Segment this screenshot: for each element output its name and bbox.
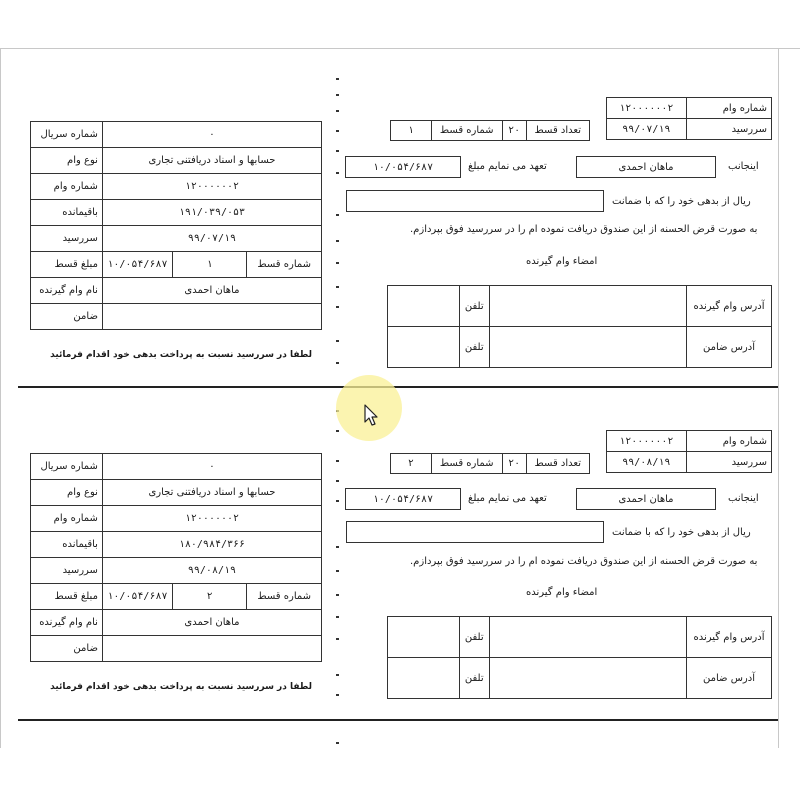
perforation-dot	[336, 616, 339, 618]
table-row	[31, 122, 322, 148]
guarantor-address-field	[388, 658, 460, 699]
installment-info-table	[390, 453, 590, 474]
perforation-dot	[336, 362, 339, 364]
loan-number-value: ۱۲۰۰۰۰۰۰۲	[102, 506, 321, 532]
borrower-address-field	[388, 286, 460, 327]
installment-number-label: شماره قسط	[246, 584, 321, 609]
table-row	[31, 454, 322, 480]
perforation-dot	[336, 742, 339, 744]
loan-type-value: حسابها و اسناد دریافتنی تجاری	[102, 148, 321, 174]
serial-label: شماره سریال	[31, 122, 103, 148]
address-table	[387, 285, 772, 368]
perforation-dot	[336, 214, 339, 216]
perforation-dot	[336, 94, 339, 96]
due-date-label: سررسید	[686, 119, 771, 140]
guarantor-phone-label: تلفن	[459, 658, 489, 699]
stub-table	[30, 121, 322, 330]
borrower-address-label: آدرس وام گیرنده	[687, 617, 772, 658]
loan-number-value: ۱۲۰۰۰۰۰۰۲	[607, 98, 687, 119]
borrower-name-label: نام وام گیرنده	[31, 610, 103, 636]
table-row	[31, 532, 322, 558]
page-bottom-margin	[0, 748, 800, 800]
commit-label: تعهد می نمایم مبلغ	[468, 161, 547, 172]
perforation-dot	[336, 240, 339, 242]
loan-number-label: شماره وام	[31, 174, 103, 200]
table-row	[31, 200, 322, 226]
perforation-dot	[336, 430, 339, 432]
loan-number-label: شماره وام	[686, 431, 771, 452]
inja-label: اینجانب	[728, 161, 759, 172]
table-row	[31, 174, 322, 200]
installment-info-table	[390, 120, 590, 141]
table-row	[31, 558, 322, 584]
page-right-border	[778, 48, 779, 748]
amount-label: مبلغ قسط	[31, 252, 103, 278]
perforation-dot	[336, 172, 339, 174]
table-row	[31, 252, 322, 278]
rial-text: ریال از بدهی خود را که با ضمانت	[612, 196, 751, 207]
loan-type-value: حسابها و اسناد دریافتنی تجاری	[102, 480, 321, 506]
section-divider	[18, 719, 778, 721]
commit-label: تعهد می نمایم مبلغ	[468, 493, 547, 504]
borrower-phone-field	[489, 286, 686, 327]
perforation-dot	[336, 130, 339, 132]
due-date-value: ۹۹/۰۸/۱۹	[102, 558, 321, 584]
perforation-dot	[336, 460, 339, 462]
section-divider	[18, 386, 778, 388]
borrower-signature-label: امضاء وام گیرنده	[526, 256, 598, 267]
amount-value: ۱۰/۰۵۴/۶۸۷	[102, 584, 172, 610]
table-row	[31, 636, 322, 662]
guarantor-phone-field	[489, 327, 686, 368]
remaining-value: ۱۹۱/۰۳۹/۰۵۳	[102, 200, 321, 226]
perforation-dot	[336, 306, 339, 308]
table-row	[31, 480, 322, 506]
perforation-dot	[336, 694, 339, 696]
table-row	[31, 226, 322, 252]
due-date-value: ۹۹/۰۷/۱۹	[102, 226, 321, 252]
loan-number-value: ۱۲۰۰۰۰۰۰۲	[607, 431, 687, 452]
guarantor-name-box	[346, 521, 604, 543]
perforation-dot	[336, 674, 339, 676]
table-row	[31, 610, 322, 636]
amount-label: مبلغ قسط	[31, 584, 103, 610]
guarantor-phone-label: تلفن	[459, 327, 489, 368]
due-date-value: ۹۹/۰۸/۱۹	[607, 452, 687, 473]
loan-type-label: نوع وام	[31, 148, 103, 174]
guarantor-value	[102, 304, 321, 330]
installment-count-label: تعداد قسط	[526, 121, 589, 141]
guarantor-phone-field	[489, 658, 686, 699]
loan-info-table	[606, 97, 772, 140]
perforation-dot	[336, 594, 339, 596]
borrower-name-label: نام وام گیرنده	[31, 278, 103, 304]
stub-table	[30, 453, 322, 662]
amount-value: ۱۰/۰۵۴/۶۸۷	[102, 252, 172, 278]
amount-box: ۱۰/۰۵۴/۶۸۷	[345, 156, 461, 178]
perforation-dot	[336, 546, 339, 548]
installment-count-label: تعداد قسط	[526, 454, 589, 474]
guarantor-label: ضامن	[31, 636, 103, 662]
installment-count-value: ۲۰	[502, 121, 526, 141]
guarantor-address-label: آدرس ضامن	[687, 658, 772, 699]
due-date-label: سررسید	[686, 452, 771, 473]
borrower-name-value: ماهان احمدی	[102, 610, 321, 636]
table-row	[31, 506, 322, 532]
table-row	[31, 304, 322, 330]
table-row	[31, 584, 322, 610]
installment-number-label: شماره قسط	[246, 252, 321, 277]
loan-number-label: شماره وام	[31, 506, 103, 532]
borrower-phone-label: تلفن	[459, 286, 489, 327]
serial-value: ۰	[102, 122, 321, 148]
borrower-signature-label: امضاء وام گیرنده	[526, 587, 598, 598]
borrower-address-field	[388, 617, 460, 658]
installment-number-label: شماره قسط	[431, 121, 502, 141]
remaining-label: باقیمانده	[31, 532, 103, 558]
borrower-phone-field	[489, 617, 686, 658]
guarantor-address-label: آدرس ضامن	[687, 327, 772, 368]
mouse-cursor-icon	[364, 404, 380, 428]
guarantor-address-field	[388, 327, 460, 368]
loan-type-label: نوع وام	[31, 480, 103, 506]
borrower-phone-label: تلفن	[459, 617, 489, 658]
perforation-dot	[336, 286, 339, 288]
guarantor-name-box	[346, 190, 604, 212]
loan-statement-text: به صورت قرض الحسنه از این صندوق دریافت نموده ام را در سررسید فوق بپردازم.	[410, 556, 758, 567]
remaining-label: باقیمانده	[31, 200, 103, 226]
due-date-label: سررسید	[31, 226, 103, 252]
perforation-dot	[336, 78, 339, 80]
loan-number-label: شماره وام	[686, 98, 771, 119]
perforation-dot	[336, 262, 339, 264]
perforation-dot	[336, 638, 339, 640]
borrower-name-value: ماهان احمدی	[102, 278, 321, 304]
page-top-border	[0, 48, 800, 49]
perforation-dot	[336, 110, 339, 112]
remaining-value: ۱۸۰/۹۸۴/۳۶۶	[102, 532, 321, 558]
rial-text: ریال از بدهی خود را که با ضمانت	[612, 527, 751, 538]
installment-number-label: شماره قسط	[431, 454, 502, 474]
installment-number-value: ۲	[206, 591, 213, 602]
serial-value: ۰	[102, 454, 321, 480]
serial-label: شماره سریال	[31, 454, 103, 480]
loan-info-table	[606, 430, 772, 473]
perforation-dot	[336, 570, 339, 572]
perforation-dot	[336, 150, 339, 152]
table-row	[31, 148, 322, 174]
page-left-border	[0, 48, 1, 748]
borrower-address-label: آدرس وام گیرنده	[687, 286, 772, 327]
due-date-label: سررسید	[31, 558, 103, 584]
payment-reminder: لطفا در سررسید نسبت به پرداخت بدهی خود اقدام فرمائید	[50, 350, 312, 360]
address-table	[387, 616, 772, 699]
guarantor-label: ضامن	[31, 304, 103, 330]
inja-label: اینجانب	[728, 493, 759, 504]
loan-statement-text: به صورت قرض الحسنه از این صندوق دریافت نموده ام را در سررسید فوق بپردازم.	[410, 224, 758, 235]
borrower-name-box: ماهان احمدی	[576, 156, 716, 178]
perforation-dot	[336, 500, 339, 502]
installment-number-value: ۲	[391, 454, 432, 474]
payment-reminder: لطفا در سررسید نسبت به پرداخت بدهی خود اقدام فرمائید	[50, 682, 312, 692]
installment-number-value: ۱	[206, 259, 213, 270]
table-row	[31, 278, 322, 304]
perforation-dot	[336, 340, 339, 342]
due-date-value: ۹۹/۰۷/۱۹	[607, 119, 687, 140]
installment-number-value: ۱	[391, 121, 432, 141]
borrower-name-box: ماهان احمدی	[576, 488, 716, 510]
loan-number-value: ۱۲۰۰۰۰۰۰۲	[102, 174, 321, 200]
guarantor-value	[102, 636, 321, 662]
amount-box: ۱۰/۰۵۴/۶۸۷	[345, 488, 461, 510]
perforation-dot	[336, 480, 339, 482]
installment-count-value: ۲۰	[502, 454, 526, 474]
